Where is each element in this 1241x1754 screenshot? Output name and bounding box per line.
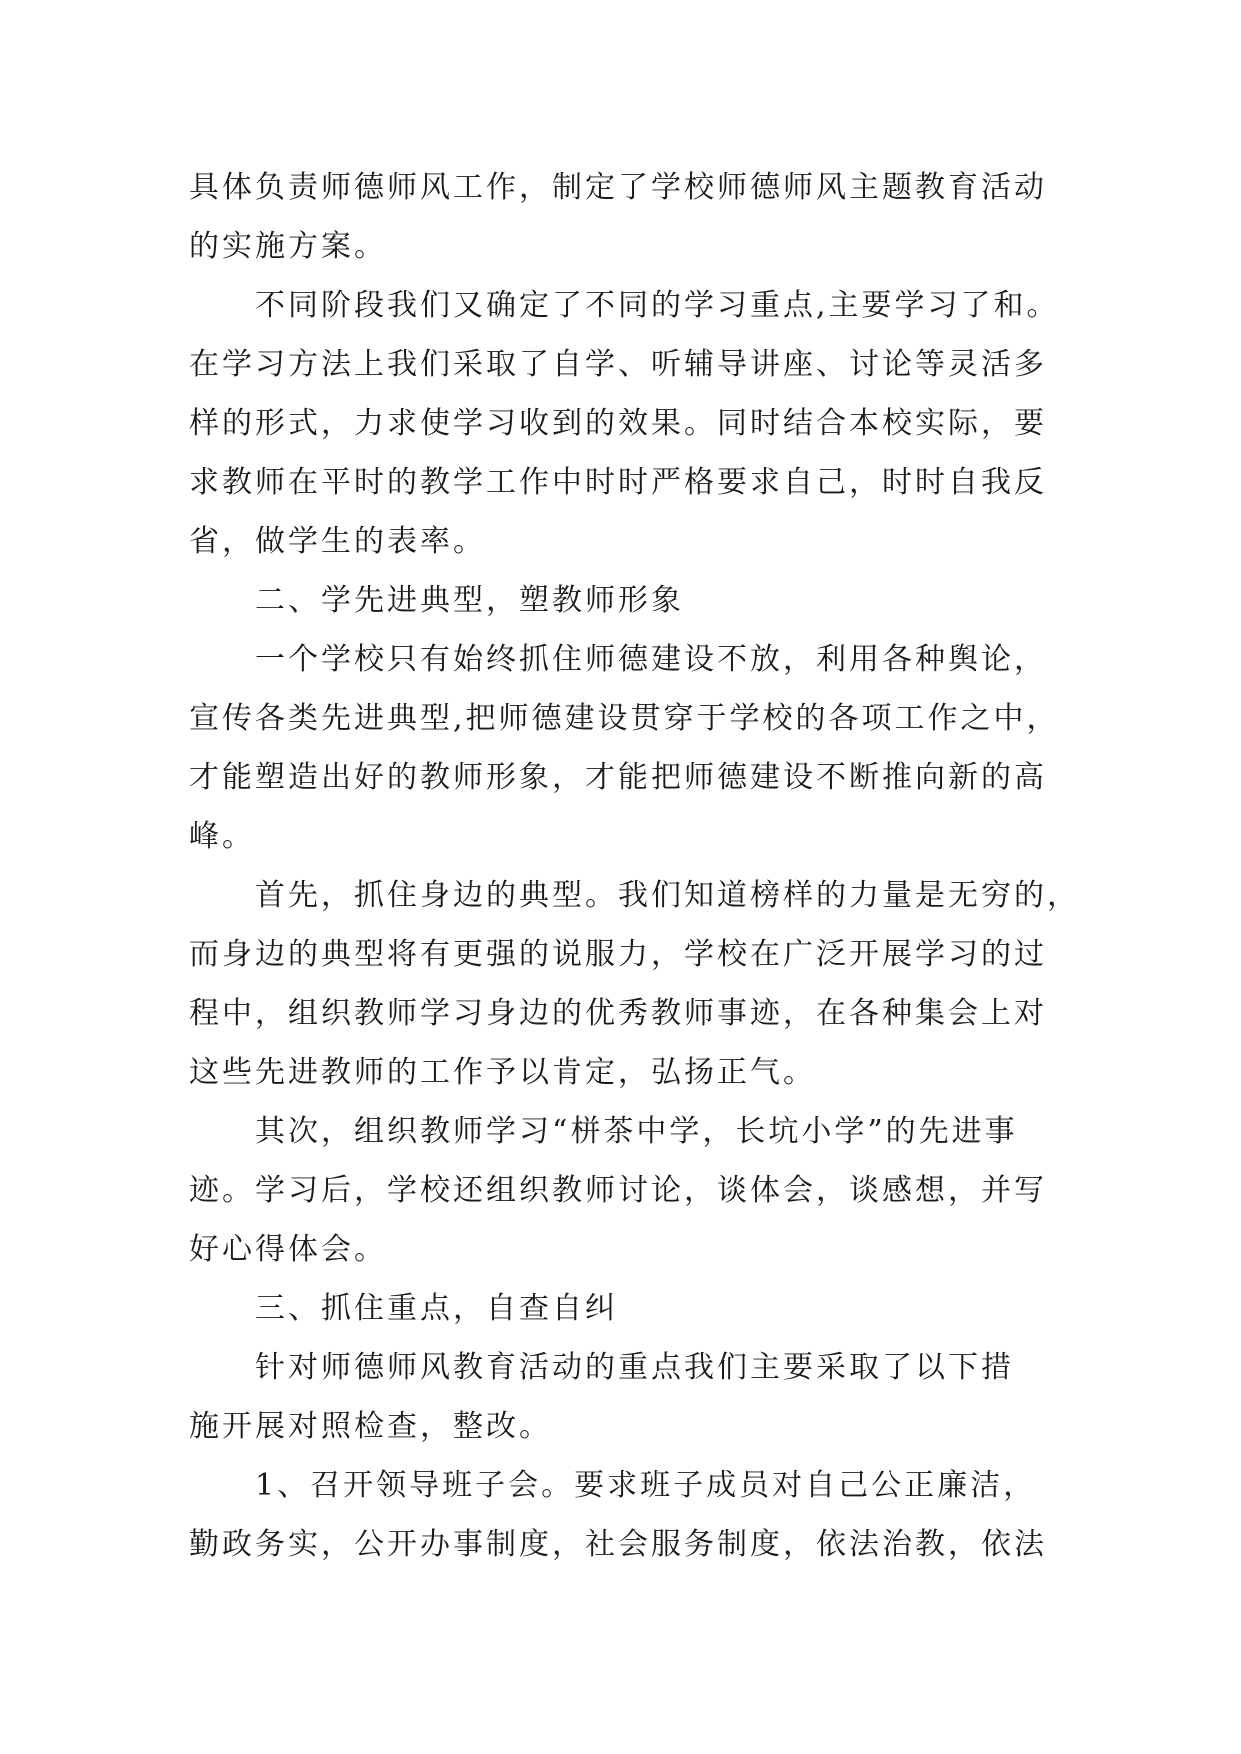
text-line: 样的形式，力求使学习收到的效果。同时结合本校实际，要: [189, 406, 1047, 441]
paragraph-start-line: 1、召开领导班子会。要求班子成员对自己公正廉洁，: [255, 1468, 1037, 1503]
text-line: 施开展对照检查，整改。: [189, 1409, 552, 1444]
paragraph-start-line: 针对师德师风教育活动的重点我们主要采取了以下措: [255, 1350, 1014, 1385]
text-line: 迹。学习后，学校还组织教师讨论，谈体会，谈感想，并写: [189, 1173, 1047, 1208]
section-heading: 二、学先进典型，塑教师形象: [255, 583, 684, 618]
paragraph-start-line: 不同阶段我们又确定了不同的学习重点,主要学习了和。: [255, 288, 1060, 323]
text-line: 勤政务实，公开办事制度，社会服务制度，依法治教，依法: [189, 1527, 1047, 1562]
text-line: 才能塑造出好的教师形象，才能把师德建设不断推向新的高: [189, 760, 1047, 795]
text-line: 而身边的典型将有更强的说服力，学校在广泛开展学习的过: [189, 937, 1047, 972]
paragraph-start-line: 其次，组织教师学习“栟茶中学，长坑小学”的先进事: [255, 1114, 1018, 1149]
text-line: 这些先进教师的工作予以肯定，弘扬正气。: [189, 1055, 816, 1090]
text-line: 求教师在平时的教学工作中时时严格要求自己，时时自我反: [189, 465, 1047, 500]
text-line: 省，做学生的表率。: [189, 524, 486, 559]
paragraph-start-line: 一个学校只有始终抓住师德建设不放，利用各种舆论，: [255, 642, 1047, 677]
paragraph-start-line: 首先，抓住身边的典型。我们知道榜样的力量是无穷的，: [255, 878, 1080, 913]
text-line: 好心得体会。: [189, 1232, 387, 1267]
text-line: 程中，组织教师学习身边的优秀教师事迹，在各种集会上对: [189, 996, 1047, 1031]
text-line: 宣传各类先进典型,把师德建设贯穿于学校的各项工作之中，: [189, 701, 1060, 736]
text-line: 峰。: [189, 819, 255, 854]
text-line: 具体负责师德师风工作，制定了学校师德师风主题教育活动: [189, 170, 1047, 205]
text-line: 在学习方法上我们采取了自学、听辅导讲座、讨论等灵活多: [189, 347, 1047, 382]
section-heading: 三、抓住重点，自查自纠: [255, 1291, 618, 1326]
text-line: 的实施方案。: [189, 229, 387, 264]
document-body: [189, 158, 1080, 1574]
